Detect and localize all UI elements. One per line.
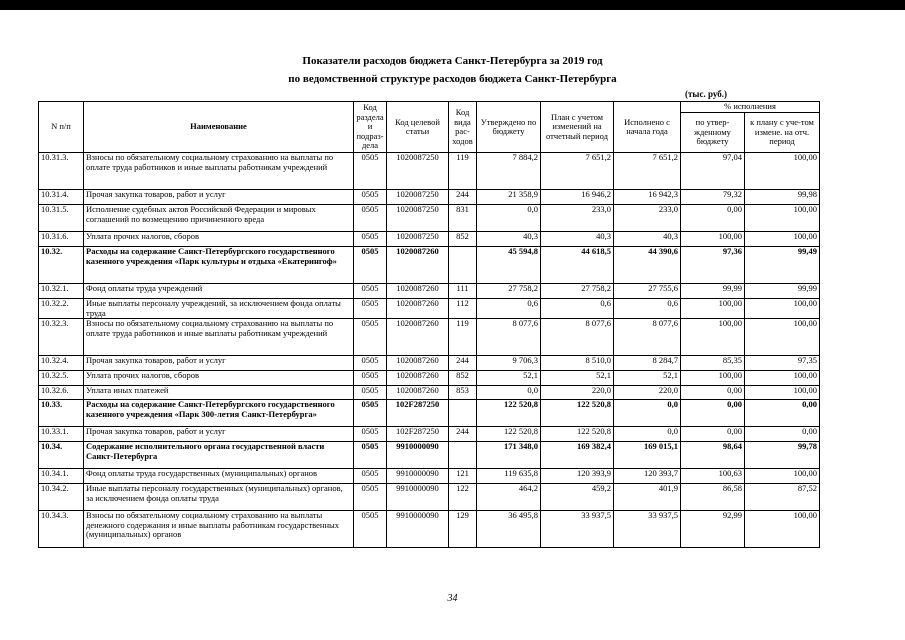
row-name: Расходы на содержание Санкт-Петербургского государственного казенного учреждения «Парк 300-летия Санкт-Петербурга»: [84, 400, 354, 427]
row-type-code: [449, 442, 477, 469]
page-number: 34: [447, 593, 458, 604]
row-pct-plan: 100,00: [745, 205, 820, 232]
row-name: Содержание исполнительного органа государственной власти Санкт-Петербурга: [84, 442, 354, 469]
row-number: 10.32.1.: [39, 284, 84, 299]
row-pct-plan: 100,00: [745, 371, 820, 386]
row-number: 10.34.: [39, 442, 84, 469]
row-target-code: 1020087260: [387, 319, 449, 356]
row-plan: 122 520,8: [541, 427, 614, 442]
row-pct-plan: 99,49: [745, 247, 820, 284]
row-type-code: 852: [449, 232, 477, 247]
row-type-code: 853: [449, 386, 477, 400]
row-number: 10.34.1.: [39, 469, 84, 484]
row-target-code: 1020087250: [387, 153, 449, 190]
row-target-code: 1020087250: [387, 190, 449, 205]
row-executed: 0,0: [614, 427, 681, 442]
row-pct-plan: 100,00: [745, 232, 820, 247]
row-target-code: 1020087260: [387, 356, 449, 371]
row-approved: 119 635,8: [477, 469, 541, 484]
row-plan: 8 510,0: [541, 356, 614, 371]
report-title: Показатели расходов бюджета Санкт-Петербурга за 2019 год: [302, 55, 603, 67]
row-type-code: 121: [449, 469, 477, 484]
table-row: [39, 469, 820, 484]
row-name: Иные выплаты персоналу государственных (муниципальных) органов, за исключением фонда оплаты труда: [84, 484, 354, 511]
row-type-code: 119: [449, 319, 477, 356]
row-executed: 0,0: [614, 400, 681, 427]
table-row: [39, 284, 820, 299]
row-number: 10.31.6.: [39, 232, 84, 247]
row-plan: 52,1: [541, 371, 614, 386]
row-approved: 27 758,2: [477, 284, 541, 299]
row-approved: 0,0: [477, 386, 541, 400]
row-approved: 9 706,3: [477, 356, 541, 371]
header-plan: План с учетом изменений на отчетный период: [541, 102, 614, 153]
header-section-code: Код раздела и подраз-дела: [354, 102, 387, 153]
row-executed: 233,0: [614, 205, 681, 232]
row-name: Расходы на содержание Санкт-Петербургского государственного казенного учреждения «Парк культуры и отдыха «Екатерингоф»: [84, 247, 354, 284]
row-number: 10.32.4.: [39, 356, 84, 371]
scan-top-border: [0, 0, 905, 10]
row-approved: 464,2: [477, 484, 541, 511]
row-pct-plan: 100,00: [745, 511, 820, 548]
row-number: 10.33.: [39, 400, 84, 427]
row-pct-plan: 97,35: [745, 356, 820, 371]
row-section-code: 0505: [354, 299, 387, 319]
row-type-code: 119: [449, 153, 477, 190]
row-approved: 45 594,8: [477, 247, 541, 284]
row-number: 10.32.5.: [39, 371, 84, 386]
row-pct-budget: 0,00: [681, 205, 745, 232]
row-number: 10.33.1.: [39, 427, 84, 442]
row-executed: 16 942,3: [614, 190, 681, 205]
row-target-code: 1020087250: [387, 232, 449, 247]
row-name: Уплата прочих налогов, сборов: [84, 232, 354, 247]
row-section-code: 0505: [354, 427, 387, 442]
row-pct-budget: 100,00: [681, 371, 745, 386]
row-type-code: 852: [449, 371, 477, 386]
row-section-code: 0505: [354, 319, 387, 356]
row-target-code: 102F287250: [387, 400, 449, 427]
row-name: Исполнение судебных актов Российской Федерации и мировых соглашений по возмещению причиненного вреда: [84, 205, 354, 232]
row-executed: 120 393,7: [614, 469, 681, 484]
header-num: N п/п: [39, 102, 84, 153]
header-type-code: Код вида рас-ходов: [449, 102, 477, 153]
row-type-code: 244: [449, 427, 477, 442]
row-number: 10.34.2.: [39, 484, 84, 511]
row-executed: 401,9: [614, 484, 681, 511]
row-executed: 8 284,7: [614, 356, 681, 371]
row-plan: 459,2: [541, 484, 614, 511]
header-approved: Утверждено по бюджету: [477, 102, 541, 153]
header-target-code: Код целевой статьи: [387, 102, 449, 153]
row-pct-plan: 100,00: [745, 299, 820, 319]
units-label: (тыс. руб.): [685, 89, 727, 99]
row-target-code: 9910000090: [387, 442, 449, 469]
row-name: Уплата прочих налогов, сборов: [84, 371, 354, 386]
row-approved: 171 348,0: [477, 442, 541, 469]
row-pct-budget: 99,99: [681, 284, 745, 299]
row-name: Иные выплаты персоналу учреждений, за исключением фонда оплаты труда: [84, 299, 354, 319]
row-plan: 7 651,2: [541, 153, 614, 190]
row-plan: 0,6: [541, 299, 614, 319]
row-pct-budget: 100,00: [681, 232, 745, 247]
row-plan: 220,0: [541, 386, 614, 400]
row-pct-plan: 100,00: [745, 319, 820, 356]
row-type-code: [449, 247, 477, 284]
row-pct-plan: 100,00: [745, 153, 820, 190]
row-target-code: 1020087260: [387, 247, 449, 284]
expenditure-table: [38, 101, 820, 548]
row-section-code: 0505: [354, 284, 387, 299]
row-target-code: 9910000090: [387, 511, 449, 548]
table-row: [39, 153, 820, 190]
row-pct-plan: 100,00: [745, 386, 820, 400]
row-name: Взносы по обязательному социальному страхованию на выплаты денежного содержания и иные выплаты работникам государственных (муниципальных) органов: [84, 511, 354, 548]
row-executed: 169 015,1: [614, 442, 681, 469]
row-section-code: 0505: [354, 400, 387, 427]
row-type-code: 831: [449, 205, 477, 232]
header-pct-budget: по утвер-жденному бюджету: [681, 113, 745, 153]
row-pct-budget: 92,99: [681, 511, 745, 548]
row-pct-budget: 0,00: [681, 400, 745, 427]
row-target-code: 1020087260: [387, 386, 449, 400]
row-pct-budget: 0,00: [681, 427, 745, 442]
row-target-code: 1020087260: [387, 284, 449, 299]
table-row: [39, 319, 820, 356]
row-number: 10.32.: [39, 247, 84, 284]
table-row: [39, 205, 820, 232]
table-row: [39, 511, 820, 548]
row-executed: 220,0: [614, 386, 681, 400]
row-executed: 7 651,2: [614, 153, 681, 190]
row-pct-budget: 100,63: [681, 469, 745, 484]
row-type-code: 112: [449, 299, 477, 319]
row-section-code: 0505: [354, 232, 387, 247]
row-type-code: 129: [449, 511, 477, 548]
row-pct-budget: 100,00: [681, 319, 745, 356]
row-target-code: 102F287250: [387, 427, 449, 442]
row-executed: 44 390,6: [614, 247, 681, 284]
row-approved: 122 520,8: [477, 400, 541, 427]
row-name: Прочая закупка товаров, работ и услуг: [84, 427, 354, 442]
row-pct-budget: 86,58: [681, 484, 745, 511]
row-plan: 27 758,2: [541, 284, 614, 299]
row-name: Взносы по обязательному социальному страхованию на выплаты по оплате труда работников и иные выплаты работникам учреждений: [84, 319, 354, 356]
row-pct-plan: 87,52: [745, 484, 820, 511]
row-pct-plan: 0,00: [745, 400, 820, 427]
row-plan: 122 520,8: [541, 400, 614, 427]
row-target-code: 1020087250: [387, 205, 449, 232]
row-type-code: 122: [449, 484, 477, 511]
row-number: 10.32.2.: [39, 299, 84, 319]
row-type-code: [449, 400, 477, 427]
row-section-code: 0505: [354, 247, 387, 284]
row-pct-plan: 0,00: [745, 427, 820, 442]
row-pct-plan: 100,00: [745, 469, 820, 484]
table-row: [39, 190, 820, 205]
row-number: 10.31.3.: [39, 153, 84, 190]
row-target-code: 9910000090: [387, 469, 449, 484]
row-name: Фонд оплаты труда учреждений: [84, 284, 354, 299]
row-executed: 8 077,6: [614, 319, 681, 356]
row-section-code: 0505: [354, 356, 387, 371]
row-section-code: 0505: [354, 442, 387, 469]
row-executed: 33 937,5: [614, 511, 681, 548]
row-section-code: 0505: [354, 190, 387, 205]
table-row: [39, 427, 820, 442]
row-section-code: 0505: [354, 511, 387, 548]
row-name: Взносы по обязательному социальному страхованию на выплаты по оплате труда работников и иные выплаты работникам учреждений: [84, 153, 354, 190]
row-plan: 33 937,5: [541, 511, 614, 548]
header-name: Наименование: [84, 102, 354, 153]
row-name: Фонд оплаты труда государственных (муниципальных) органов: [84, 469, 354, 484]
row-plan: 8 077,6: [541, 319, 614, 356]
row-section-code: 0505: [354, 153, 387, 190]
row-name: Уплата иных платежей: [84, 386, 354, 400]
row-number: 10.32.6.: [39, 386, 84, 400]
row-section-code: 0505: [354, 484, 387, 511]
header-executed: Исполнено с начала года: [614, 102, 681, 153]
header-pct-plan: к плану с уче-том измене. на отч. период: [745, 113, 820, 153]
header-percent-group: % исполнения: [681, 102, 820, 113]
row-number: 10.34.3.: [39, 511, 84, 548]
row-approved: 0,6: [477, 299, 541, 319]
row-plan: 16 946,2: [541, 190, 614, 205]
table-row: [39, 442, 820, 469]
row-pct-budget: 85,35: [681, 356, 745, 371]
row-type-code: 111: [449, 284, 477, 299]
row-section-code: 0505: [354, 469, 387, 484]
row-pct-budget: 98,64: [681, 442, 745, 469]
table-row: [39, 247, 820, 284]
row-number: 10.32.3.: [39, 319, 84, 356]
table-row: [39, 400, 820, 427]
table-row: [39, 386, 820, 400]
row-plan: 40,3: [541, 232, 614, 247]
row-name: Прочая закупка товаров, работ и услуг: [84, 190, 354, 205]
row-number: 10.31.5.: [39, 205, 84, 232]
row-type-code: 244: [449, 190, 477, 205]
row-plan: 233,0: [541, 205, 614, 232]
row-plan: 169 382,4: [541, 442, 614, 469]
row-approved: 21 358,9: [477, 190, 541, 205]
row-pct-plan: 99,78: [745, 442, 820, 469]
row-number: 10.31.4.: [39, 190, 84, 205]
row-plan: 44 618,5: [541, 247, 614, 284]
row-pct-budget: 97,36: [681, 247, 745, 284]
row-pct-budget: 97,04: [681, 153, 745, 190]
row-pct-budget: 100,00: [681, 299, 745, 319]
row-executed: 40,3: [614, 232, 681, 247]
row-target-code: 1020087260: [387, 299, 449, 319]
row-pct-budget: 0,00: [681, 386, 745, 400]
row-approved: 7 884,2: [477, 153, 541, 190]
row-section-code: 0505: [354, 205, 387, 232]
row-name: Прочая закупка товаров, работ и услуг: [84, 356, 354, 371]
row-approved: 52,1: [477, 371, 541, 386]
row-section-code: 0505: [354, 371, 387, 386]
table-row: [39, 299, 820, 319]
row-pct-budget: 79,32: [681, 190, 745, 205]
table-row: [39, 232, 820, 247]
row-approved: 0,0: [477, 205, 541, 232]
row-executed: 0,6: [614, 299, 681, 319]
row-approved: 40,3: [477, 232, 541, 247]
row-executed: 52,1: [614, 371, 681, 386]
row-approved: 8 077,6: [477, 319, 541, 356]
row-plan: 120 393,9: [541, 469, 614, 484]
table-row: [39, 356, 820, 371]
table-row: [39, 371, 820, 386]
row-executed: 27 755,6: [614, 284, 681, 299]
row-target-code: 9910000090: [387, 484, 449, 511]
row-target-code: 1020087260: [387, 371, 449, 386]
row-approved: 122 520,8: [477, 427, 541, 442]
row-approved: 36 495,8: [477, 511, 541, 548]
row-type-code: 244: [449, 356, 477, 371]
report-subtitle: по ведомственной структуре расходов бюджета Санкт-Петербурга: [288, 73, 617, 85]
row-pct-plan: 99,99: [745, 284, 820, 299]
table-row: [39, 484, 820, 511]
row-section-code: 0505: [354, 386, 387, 400]
row-pct-plan: 99,98: [745, 190, 820, 205]
